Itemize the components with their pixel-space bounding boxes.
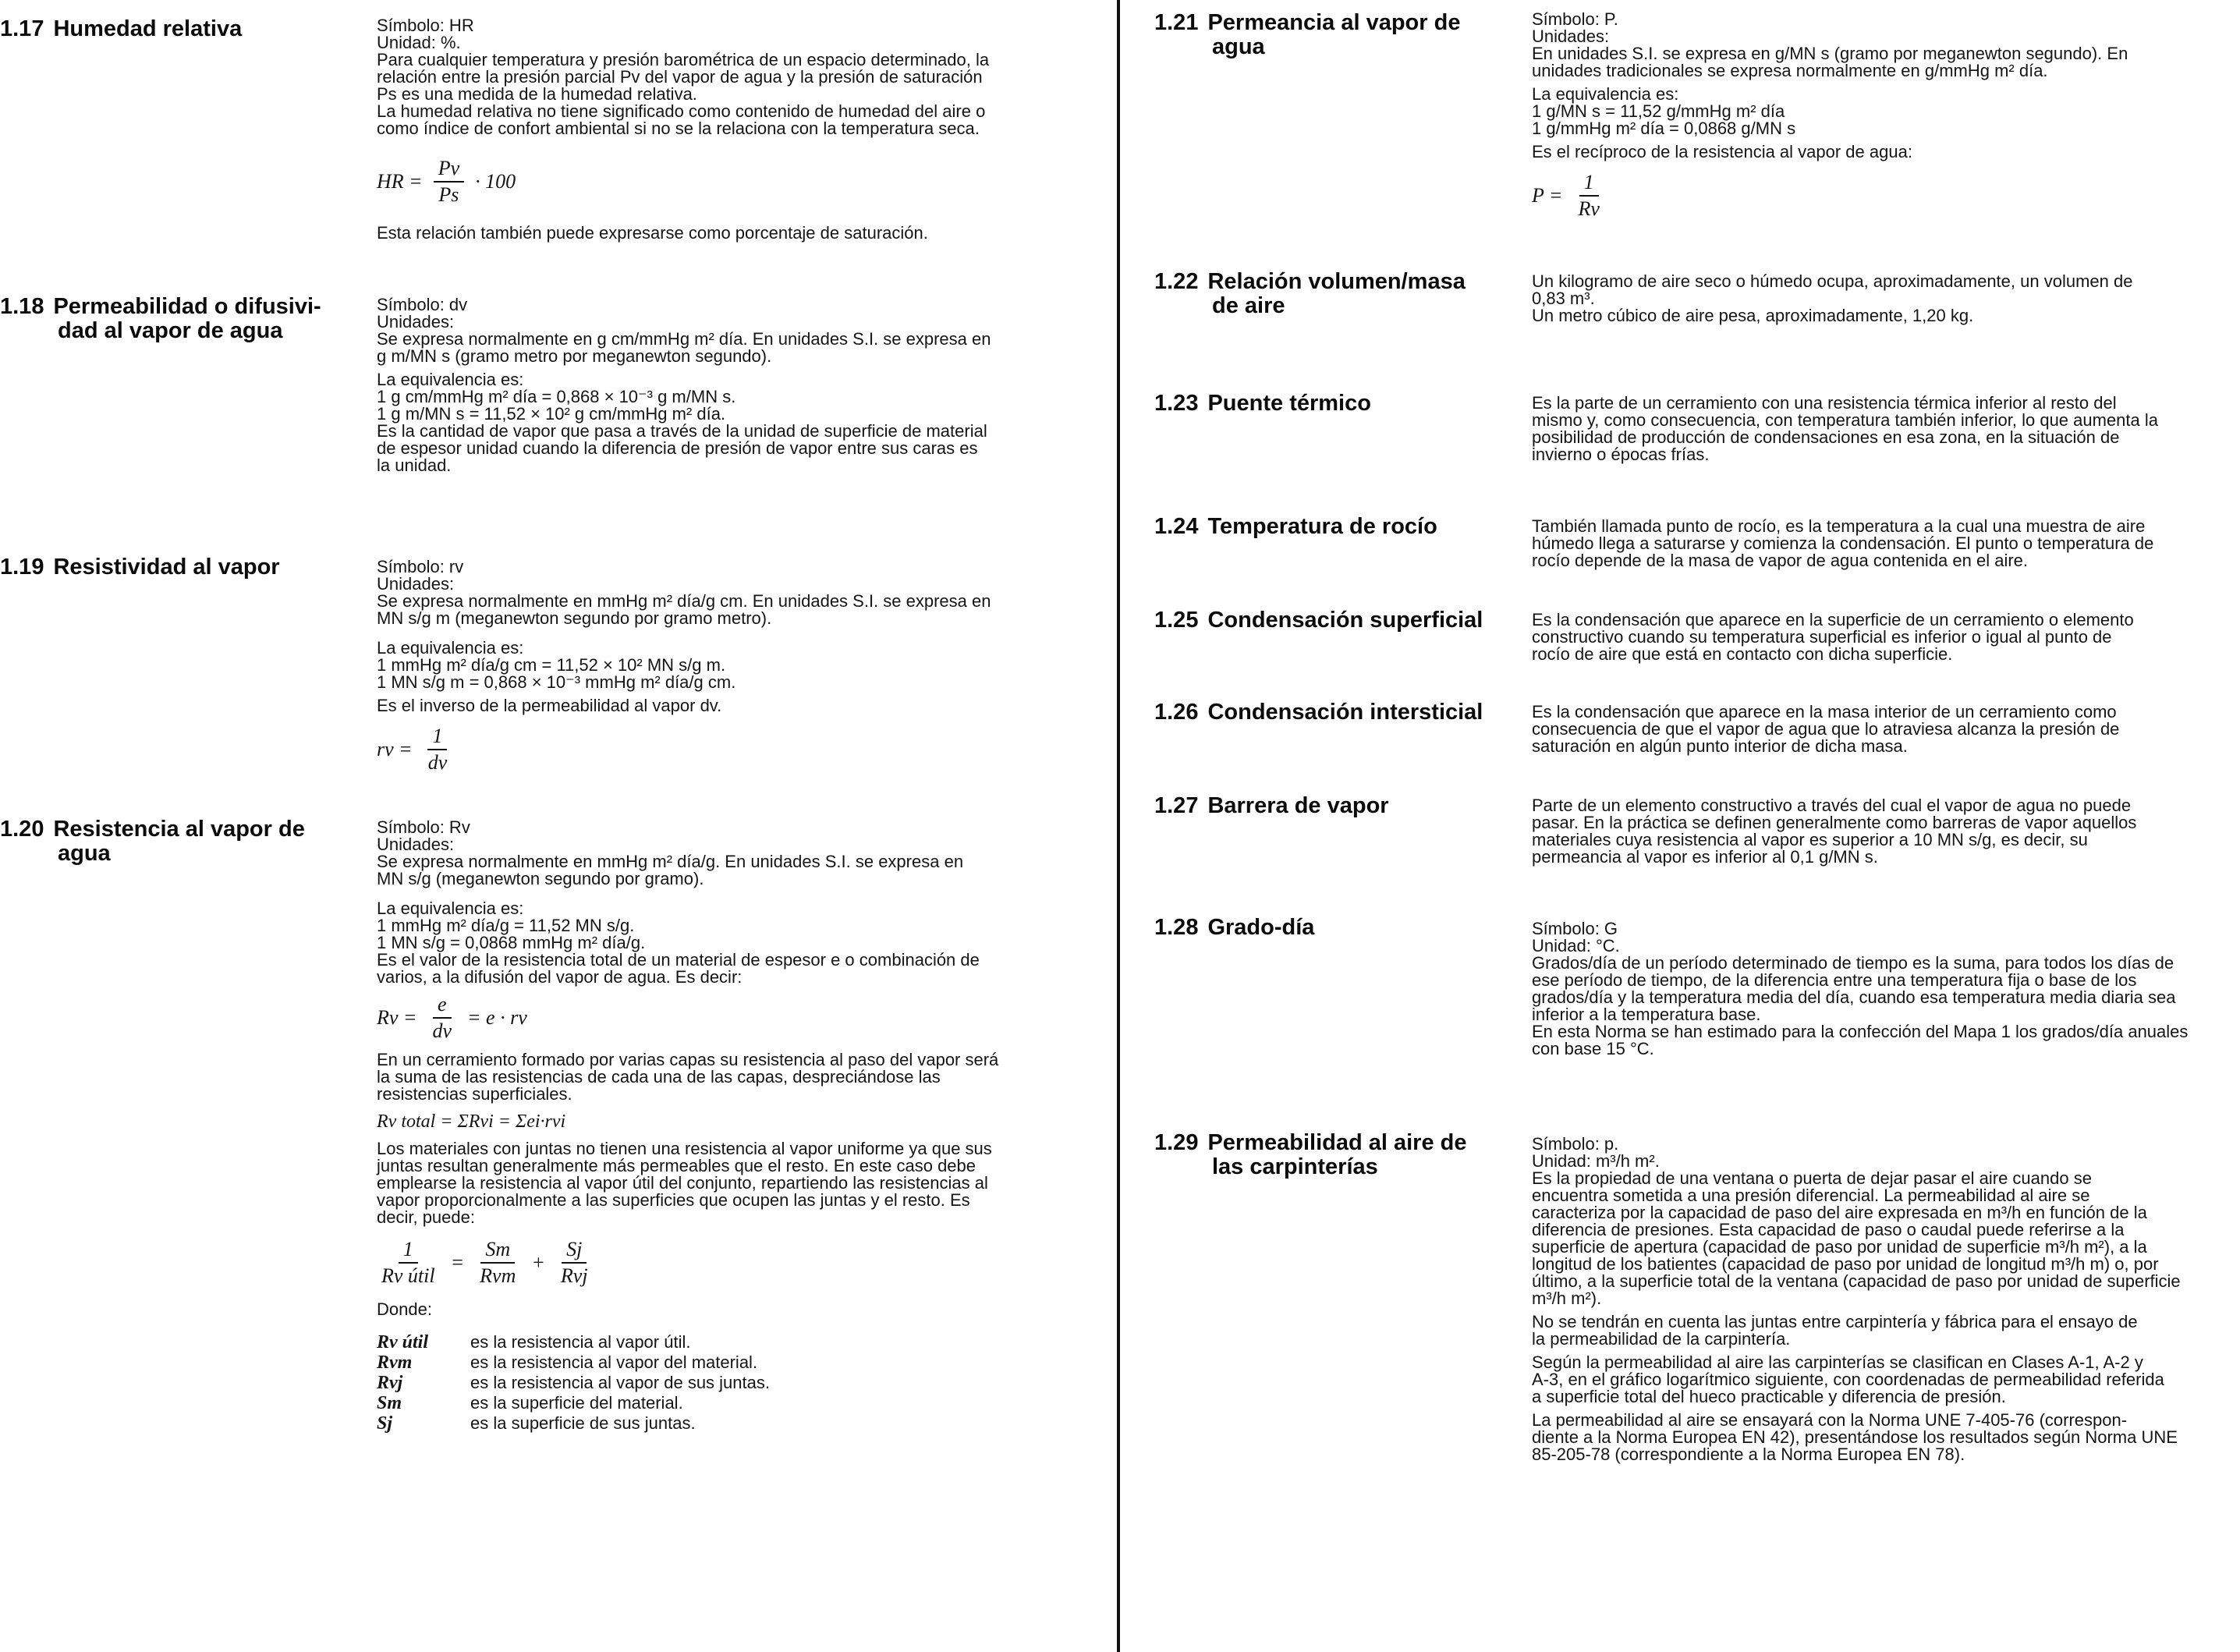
term-title-cont: agua bbox=[1212, 34, 1265, 59]
term-title: Grado-día bbox=[1207, 915, 1315, 940]
text-line: En un cerramiento formado por varias capas su resistencia al paso del vapor será bbox=[377, 1050, 999, 1069]
text-line: emplearse la resistencia al vapor útil del conjunto, repartiendo las resistencias al bbox=[377, 1173, 988, 1193]
text-line: 1 g cm/mmHg m² día = 0,868 × 10⁻³ g m/MN s. bbox=[377, 387, 736, 406]
formula-lhs: Rv = bbox=[377, 1006, 417, 1029]
entry-body bbox=[1532, 797, 2234, 866]
text-line: ese período de tiempo, de la diferencia entre una temperatura fija o base de los bbox=[1532, 970, 2137, 990]
definition-text: es la superficie del material. bbox=[470, 1393, 683, 1413]
text-line: La equivalencia es: bbox=[377, 370, 524, 389]
text-line: Parte de un elemento constructivo a través del cual el vapor de agua no puede bbox=[1532, 796, 2132, 815]
text-line: En unidades S.I. se expresa en g/MN s (gramo por meganewton segundo). En bbox=[1532, 44, 2128, 63]
text-line: saturación en algún punto interior de dicha masa. bbox=[1532, 736, 1908, 756]
denominator: Rvm bbox=[480, 1264, 516, 1287]
text-line: Según la permeabilidad al aire las carpinterías se clasifican en Clases A-1, A-2 y bbox=[1532, 1352, 2143, 1372]
text-line: Se expresa normalmente en mmHg m² día/g cm. En unidades S.I. se expresa en bbox=[377, 591, 991, 611]
numerator: 1 bbox=[427, 725, 447, 750]
text-line: La equivalencia es: bbox=[377, 638, 524, 658]
term-heading bbox=[1154, 392, 1490, 416]
text-line: Un kilogramo de aire seco o húmedo ocupa, aproximadamente, un volumen de bbox=[1532, 271, 2133, 291]
entry-number: 1.27 bbox=[1154, 793, 1199, 818]
text-line: superficie de apertura (capacidad de paso por unidad de superficie m³/h m²), a la bbox=[1532, 1237, 2147, 1257]
term-title: Temperatura de rocío bbox=[1207, 514, 1437, 539]
denominator: dv bbox=[427, 751, 448, 774]
term-title: Resistividad al vapor bbox=[53, 555, 280, 580]
text-line: 1 MN s/g = 0,0868 mmHg m² día/g. bbox=[377, 933, 646, 952]
formula bbox=[1532, 172, 2234, 220]
definition-row bbox=[377, 1393, 1079, 1413]
text-line: con base 15 °C. bbox=[1532, 1039, 1654, 1058]
unit-line: Unidades: bbox=[1532, 27, 1610, 46]
entry-number: 1.25 bbox=[1154, 608, 1199, 633]
definition-symbol: Rv útil bbox=[377, 1332, 429, 1352]
entry-number: 1.24 bbox=[1154, 514, 1199, 539]
formula-rhs: = e · rv bbox=[467, 1006, 527, 1029]
text-line: No se tendrán en cuenta las juntas entre carpintería y fábrica para el ensayo de bbox=[1532, 1312, 2138, 1331]
text-line: diferencia de presiones. Esta capacidad de paso o caudal puede referirse a la bbox=[1532, 1220, 2125, 1239]
text-line: Es el recíproco de la resistencia al vapor de agua: bbox=[1532, 142, 1912, 161]
term-title: Permeabilidad o difusivi- bbox=[53, 294, 321, 319]
denominator: Rv útil bbox=[381, 1264, 435, 1287]
numerator: Pv bbox=[434, 158, 464, 183]
formula-lhs: HR = bbox=[377, 170, 423, 193]
text-line: la suma de las resistencias de cada una de las capas, despreciándose las bbox=[377, 1067, 941, 1087]
symbol-line: Símbolo: Rv bbox=[377, 817, 470, 837]
entry-body bbox=[1532, 920, 2234, 1058]
term-title-cont: de aire bbox=[1212, 293, 1285, 318]
text-line: materiales cuya resistencia al vapor es superior a 10 MN s/g, es decir, su bbox=[1532, 830, 2088, 849]
formula-lhs: rv = bbox=[377, 738, 413, 760]
unit-line: Unidades: bbox=[377, 835, 455, 854]
text-line: Esta relación también puede expresarse como porcentaje de saturación. bbox=[377, 223, 928, 243]
numerator: Sj bbox=[562, 1239, 587, 1264]
unit-line: Unidad: m³/h m². bbox=[1532, 1151, 1660, 1171]
unit-line: Unidades: bbox=[377, 312, 455, 331]
term-title: Puente térmico bbox=[1207, 391, 1371, 416]
fraction bbox=[377, 1239, 440, 1287]
text-line: 1 g/mmHg m² día = 0,0868 g/MN s bbox=[1532, 119, 1796, 138]
definition-symbol: Sj bbox=[377, 1413, 393, 1434]
text-line: permeancia al vapor es inferior al 0,1 g/MN s. bbox=[1532, 847, 1878, 867]
term-heading bbox=[1154, 916, 1490, 940]
numerator: e bbox=[433, 994, 452, 1019]
symbol-line: Símbolo: dv bbox=[377, 295, 468, 314]
text-line: g m/MN s (gramo metro por meganewton segundo). bbox=[377, 346, 772, 366]
term-heading bbox=[1154, 794, 1490, 818]
formula-useful-resistance: $\frac{1}{\text{Rv útil}}$ = $\frac{Sm}{\text{Rvm}}$ + $\frac{Sj}{\text{Rvj}}$ bbox=[377, 1239, 1079, 1287]
text-line: Es la propiedad de una ventana o puerta de dejar pasar el aire cuando se bbox=[1532, 1168, 2092, 1188]
entry-number: 1.26 bbox=[1154, 700, 1199, 725]
numerator: Sm bbox=[480, 1239, 515, 1264]
symbol-line: Símbolo: rv bbox=[377, 557, 464, 576]
text-line: resistencias superficiales. bbox=[377, 1084, 572, 1104]
text-line: invierno o épocas frías. bbox=[1532, 445, 1710, 464]
term-heading bbox=[1154, 700, 1490, 725]
term-title-cont: agua bbox=[58, 841, 111, 866]
unit-line: Unidades: bbox=[377, 574, 455, 594]
text-line: Es el inverso de la permeabilidad al vapor dv. bbox=[377, 696, 722, 715]
text-line: 1 mmHg m² día/g cm = 11,52 × 10² MN s/g m. bbox=[377, 655, 726, 675]
text-line: último, a la superficie total de la ventana (capacidad de paso por unidad de superficie bbox=[1532, 1271, 2181, 1291]
text-line: diente a la Norma Europea EN 42), presentándose los resultados según Norma UNE bbox=[1532, 1427, 2178, 1447]
text-line: consecuencia de que el vapor de agua que lo atraviesa alcanza la presión de bbox=[1532, 719, 2120, 739]
text-line: La equivalencia es: bbox=[1532, 84, 1679, 104]
term-heading bbox=[1154, 608, 1490, 633]
denominator: Ps bbox=[438, 183, 459, 206]
symbol-line: Símbolo: HR bbox=[377, 16, 474, 35]
entry-body bbox=[377, 558, 1079, 774]
fraction bbox=[475, 1239, 520, 1287]
formula-total bbox=[377, 1111, 1079, 1133]
text-line: vapor proporcionalmente a las superficies que ocupen las juntas y el resto. Es bbox=[377, 1190, 970, 1210]
definition-row bbox=[377, 1332, 1079, 1352]
text-line: Es la condensación que aparece en la masa interior de un cerramiento como bbox=[1532, 702, 2117, 721]
term-title-cont: las carpinterías bbox=[1212, 1154, 1378, 1179]
text-line: La permeabilidad al aire se ensayará con la Norma UNE 7-405-76 (correspon- bbox=[1532, 1410, 2128, 1430]
text-line: m³/h m²). bbox=[1532, 1289, 1602, 1308]
text-line: mismo y, como consecuencia, con temperatura también inferior, lo que aumenta la bbox=[1532, 410, 2158, 430]
term-title: Permeancia al vapor de bbox=[1207, 10, 1461, 35]
text-line: como índice de confort ambiental si no se la relaciona con la temperatura seca. bbox=[377, 119, 980, 138]
term-title: Condensación intersticial bbox=[1207, 700, 1483, 725]
text-line: longitud de los batientes (capacidad de paso por unidad de longitud m³/h m) o, por bbox=[1532, 1254, 2159, 1274]
fraction bbox=[434, 158, 464, 206]
entry-number: 1.22 bbox=[1154, 269, 1199, 294]
term-title: Condensación superficial bbox=[1207, 608, 1483, 633]
formula bbox=[377, 994, 1079, 1042]
symbol-line: Símbolo: p. bbox=[1532, 1134, 1619, 1154]
formula-lhs: P = bbox=[1532, 184, 1563, 207]
text-line: Grados/día de un período determinado de tiempo es la suma, para todos los días de bbox=[1532, 953, 2174, 973]
term-title-cont: dad al vapor de agua bbox=[58, 318, 283, 343]
fraction bbox=[424, 725, 452, 774]
text-line: juntas resultan generalmente más permeables que el resto. En este caso debe bbox=[377, 1156, 976, 1175]
definition-row bbox=[377, 1352, 1079, 1373]
text-line: Es la parte de un cerramiento con una resistencia térmica inferior al resto del bbox=[1532, 393, 2117, 413]
fraction bbox=[1573, 172, 1604, 220]
text-line: grados/día y la temperatura media del día, cuando esa temperatura media diaria sea bbox=[1532, 987, 2176, 1007]
text-line: pasar. En la práctica se definen generalmente como barreras de vapor aquellos bbox=[1532, 813, 2137, 832]
term-title: Humedad relativa bbox=[53, 16, 243, 41]
entry-body bbox=[377, 296, 1079, 474]
fraction bbox=[556, 1239, 593, 1287]
text-line: Ps es una medida de la humedad relativa. bbox=[377, 84, 697, 104]
definition-text: es la resistencia al vapor de sus juntas. bbox=[470, 1373, 770, 1392]
definition-symbol: Sm bbox=[377, 1393, 402, 1413]
term-heading bbox=[0, 17, 343, 41]
text-line: inferior a la temperatura base. bbox=[1532, 1005, 1761, 1024]
term-heading bbox=[1154, 11, 1490, 59]
entry-body bbox=[1532, 11, 2234, 220]
definition-text: es la resistencia al vapor útil. bbox=[470, 1332, 691, 1352]
text-line: La equivalencia es: bbox=[377, 899, 524, 918]
unit-line: Unidad: °C. bbox=[1532, 936, 1620, 955]
definition-text: es la resistencia al vapor del material. bbox=[470, 1352, 758, 1372]
term-heading bbox=[1154, 515, 1490, 539]
definitions-list bbox=[377, 1332, 1079, 1434]
text-line: Es el valor de la resistencia total de un material de espesor e o combinación de bbox=[377, 950, 980, 970]
entry-number: 1.21 bbox=[1154, 10, 1199, 35]
symbol-line: Símbolo: G bbox=[1532, 919, 1618, 938]
text-line: posibilidad de producción de condensaciones en esa zona, en la situación de bbox=[1532, 427, 2120, 447]
entry-number: 1.23 bbox=[1154, 391, 1199, 416]
entry-number: 1.19 bbox=[0, 555, 44, 580]
text-line: Un metro cúbico de aire pesa, aproximadamente, 1,20 kg. bbox=[1532, 306, 1974, 325]
entry-body bbox=[1532, 395, 2234, 463]
text-line: la permeabilidad de la carpintería. bbox=[1532, 1329, 1791, 1349]
entry-number: 1.17 bbox=[0, 16, 44, 41]
text-line: caracteriza por la capacidad de paso del aire expresada en m³/h en función de la bbox=[1532, 1203, 2147, 1222]
text-line: Para cualquier temperatura y presión barométrica de un espacio determinado, la bbox=[377, 50, 990, 69]
term-heading bbox=[1154, 270, 1490, 318]
definition-row bbox=[377, 1373, 1079, 1393]
unit-line: Unidad: %. bbox=[377, 33, 461, 52]
term-heading bbox=[1154, 1131, 1490, 1179]
entry-body bbox=[1532, 1136, 2234, 1463]
text-line: 1 g m/MN s = 11,52 × 10² g cm/mmHg m² día. bbox=[377, 404, 726, 424]
text-line: constructivo cuando su temperatura superficial es inferior o igual al punto de bbox=[1532, 627, 2112, 647]
text-line: rocío de aire que está en contacto con dicha superficie. bbox=[1532, 644, 1953, 664]
column-divider bbox=[1117, 0, 1120, 1652]
text-line: de espesor unidad cuando la diferencia de presión de vapor entre sus caras es bbox=[377, 438, 978, 458]
text-line: A-3, en el gráfico logarítmico siguiente, con coordenadas de permeabilidad referida bbox=[1532, 1370, 2164, 1389]
formula-total-text: Rv total = ΣRvi = Σei·rvi bbox=[377, 1111, 566, 1132]
text-line: También llamada punto de rocío, es la temperatura a la cual una muestra de aire bbox=[1532, 516, 2146, 536]
term-title: Barrera de vapor bbox=[1207, 793, 1389, 818]
entry-body bbox=[377, 17, 1079, 242]
text-line: Es la condensación que aparece en la superficie de un cerramiento o elemento bbox=[1532, 610, 2134, 629]
term-title: Resistencia al vapor de bbox=[53, 817, 305, 842]
entry-number: 1.28 bbox=[1154, 915, 1199, 940]
definition-row bbox=[377, 1413, 1079, 1434]
text-line: encuentra sometida a una presión diferencial. La permeabilidad al aire se bbox=[1532, 1186, 2090, 1205]
term-heading bbox=[0, 295, 343, 343]
text-line: rocío depende de la masa de vapor de agua contenida en el aire. bbox=[1532, 551, 2029, 570]
denominator: Rv bbox=[1578, 197, 1600, 220]
denominator: Rvj bbox=[560, 1264, 588, 1287]
definition-text: es la superficie de sus juntas. bbox=[470, 1413, 696, 1433]
text-line: unidades tradicionales se expresa normalmente en g/mmHg m² día. bbox=[1532, 61, 2048, 80]
text-line: La humedad relativa no tiene significado como contenido de humedad del aire o bbox=[377, 101, 986, 121]
numerator: 1 bbox=[399, 1239, 418, 1264]
fraction bbox=[427, 994, 456, 1042]
numerator: 1 bbox=[1579, 172, 1599, 197]
term-title: Permeabilidad al aire de bbox=[1207, 1130, 1467, 1155]
text-line: Los materiales con juntas no tienen una resistencia al vapor uniforme ya que sus bbox=[377, 1139, 992, 1158]
text-line: húmedo llega a saturarse y comienza la condensación. El punto o temperatura de bbox=[1532, 534, 2154, 553]
text-line: la unidad. bbox=[377, 456, 452, 475]
entry-number: 1.20 bbox=[0, 817, 44, 842]
text-line: MN s/g m (meganewton segundo por gramo metro). bbox=[377, 608, 772, 628]
denominator: dv bbox=[432, 1019, 452, 1042]
text-line: 0,83 m³. bbox=[1532, 289, 1595, 308]
text-line: varios, a la difusión del vapor de agua. Es decir: bbox=[377, 967, 743, 987]
term-heading bbox=[0, 817, 343, 866]
definition-symbol: Rvj bbox=[377, 1373, 403, 1393]
symbol-line: Símbolo: P. bbox=[1532, 9, 1618, 29]
text-line: 1 g/MN s = 11,52 g/mmHg m² día bbox=[1532, 101, 1785, 121]
text-line: decir, puede: bbox=[377, 1207, 475, 1227]
text-line: 1 mmHg m² día/g = 11,52 MN s/g. bbox=[377, 916, 635, 935]
entry-number: 1.29 bbox=[1154, 1130, 1199, 1155]
text-line: relación entre la presión parcial Pv del vapor de agua y la presión de saturación bbox=[377, 67, 983, 87]
text-line: MN s/g (meganewton segundo por gramo). bbox=[377, 869, 704, 888]
text-line: 1 MN s/g m = 0,868 × 10⁻³ mmHg m² día/g cm. bbox=[377, 672, 736, 692]
text-line: Donde: bbox=[377, 1299, 432, 1319]
formula bbox=[377, 158, 1079, 206]
entry-body bbox=[377, 819, 1079, 1434]
entry-number: 1.18 bbox=[0, 294, 44, 319]
formula-rhs: · 100 bbox=[475, 170, 516, 193]
text-line: Es la cantidad de vapor que pasa a través de la unidad de superficie de material bbox=[377, 421, 987, 441]
entry-body bbox=[1532, 273, 2234, 324]
definition-symbol: Rvm bbox=[377, 1352, 413, 1373]
text-line: a superficie total del hueco practicable y diferencia de presión. bbox=[1532, 1387, 2006, 1406]
text-line: Se expresa normalmente en g cm/mmHg m² día. En unidades S.I. se expresa en bbox=[377, 329, 991, 349]
entry-body bbox=[1532, 704, 2234, 755]
formula bbox=[377, 725, 1079, 774]
text-line: En esta Norma se han estimado para la confección del Mapa 1 los grados/día anuales bbox=[1532, 1022, 2189, 1041]
term-title: Relación volumen/masa bbox=[1207, 269, 1466, 294]
term-heading bbox=[0, 555, 343, 580]
entry-body bbox=[1532, 612, 2234, 663]
entry-body bbox=[1532, 518, 2234, 569]
text-line: Se expresa normalmente en mmHg m² día/g. En unidades S.I. se expresa en bbox=[377, 852, 964, 871]
text-line: 85-205-78 (correspondiente a la Norma Europea EN 78). bbox=[1532, 1445, 1965, 1464]
